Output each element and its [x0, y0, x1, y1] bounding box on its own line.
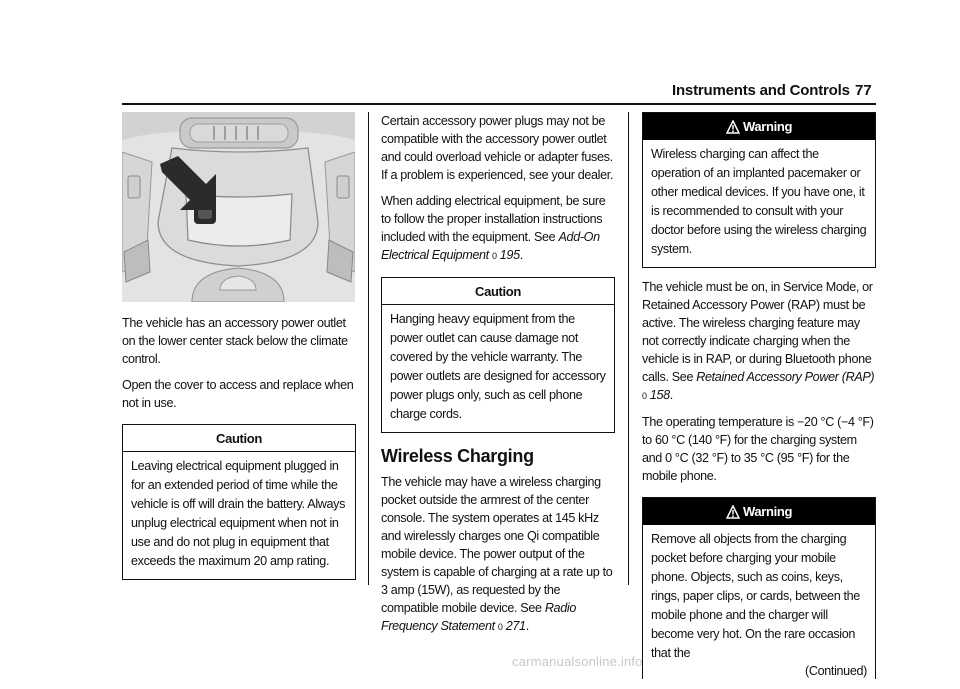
warning-box	[642, 112, 876, 268]
warning-title: Warning	[742, 504, 793, 519]
page-reference-icon: 0	[642, 391, 647, 401]
page-reference[interactable]: 158	[649, 388, 670, 402]
caution-body: Leaving electrical equipment plugged in for an extended period of time while the vehicle is off will drain the battery. Always unplug electrical equipment when not in use and do not plug in equipment that exceeds the maximum 20 amp rating.	[131, 459, 346, 568]
watermark: carmanualsonline.info	[512, 654, 643, 669]
running-header-title: Instruments and Controls	[672, 82, 850, 99]
caution-body: Hanging heavy equipment from the power outlet can cause damage not covered by the vehicle warranty. The power outlets are designed for accessory power plugs only, such as cell phone charge cords.	[390, 312, 606, 421]
warning-box	[642, 497, 876, 679]
warning-header	[643, 498, 875, 525]
warning-body: Wireless charging can affect the operation of an implanted pacemaker or other medical devices. If you have one, it is recommended to consult with your doctor before using the wireless charging system.	[651, 147, 867, 256]
continued-label: (Continued)	[805, 664, 867, 678]
cross-reference-link[interactable]: Retained Accessory Power (RAP)	[696, 370, 875, 384]
page-reference[interactable]: 195	[499, 248, 520, 262]
warning-title: Warning	[742, 119, 793, 134]
column-divider-right	[628, 112, 629, 585]
paragraph: Open the cover to access and replace when not in use.	[122, 378, 354, 410]
paragraph-with-reference	[642, 278, 876, 405]
text: .	[669, 388, 673, 402]
section-heading: Wireless Charging	[381, 446, 534, 466]
column-1	[122, 112, 356, 590]
page-number: 77	[855, 82, 872, 99]
paragraph: The operating temperature is −20 °C (−4 °F) to 60 °C (140 °F) for the charging system and 0 °C (32 °F) to 35 °C (95 °F) for the mobile phone.	[642, 415, 874, 483]
cross-reference-link[interactable]: Radio Frequency Statement	[381, 601, 576, 633]
header-rule	[122, 103, 876, 105]
cross-reference-link[interactable]: Add-On Electrical Equipment	[381, 230, 600, 262]
paragraph: The vehicle has an accessory power outlet on the lower center stack below the climate control.	[122, 316, 348, 366]
text: .	[525, 619, 529, 633]
warning-body: Remove all objects from the charging pocket before charging your mobile phone. Objects, such as coins, keys, rings, paper clips, or cards, between the mobile phone and the charger will become very hot. On the rare occasion that the	[651, 532, 860, 660]
warning-header	[643, 113, 875, 140]
warning-triangle-icon	[726, 505, 740, 519]
caution-box	[381, 277, 615, 433]
page-reference[interactable]: 271	[505, 619, 526, 633]
column-2	[381, 112, 615, 644]
text: .	[519, 248, 523, 262]
caution-title: Caution	[123, 425, 355, 452]
paragraph-with-reference	[381, 192, 615, 265]
power-outlet-illustration	[122, 112, 355, 302]
warning-triangle-icon	[726, 120, 740, 134]
column-divider-left	[368, 112, 369, 585]
caution-box	[122, 424, 356, 580]
page-reference-icon: 0	[491, 251, 497, 261]
paragraph-with-reference	[381, 473, 615, 636]
text: When adding electrical equipment, be sure to follow the proper installation instructions included with the equipment. See	[381, 194, 606, 244]
paragraph: Certain accessory power plugs may not be compatible with the accessory power outlet and could overload vehicle or adapter fuses. If a problem is experienced, see your dealer.	[381, 114, 614, 182]
caution-title: Caution	[382, 278, 614, 305]
text: The vehicle may have a wireless charging pocket outside the armrest of the center console. The system operates at 145 kHz and wirelessly charges one Qi compatible mobile device. The power output of the system is capable of charging at a rate up to 3 amp (15W), as requested by the compatible mobile device. See	[381, 475, 613, 615]
text: The vehicle must be on, in Service Mode, or Retained Accessory Power (RAP) must be active. The wireless charging feature may not correctly indicate charging when the vehicle is in RAP, or during Bluetooth phone calls. See	[642, 280, 873, 384]
page-reference-icon: 0	[497, 622, 503, 632]
column-3	[642, 112, 876, 689]
